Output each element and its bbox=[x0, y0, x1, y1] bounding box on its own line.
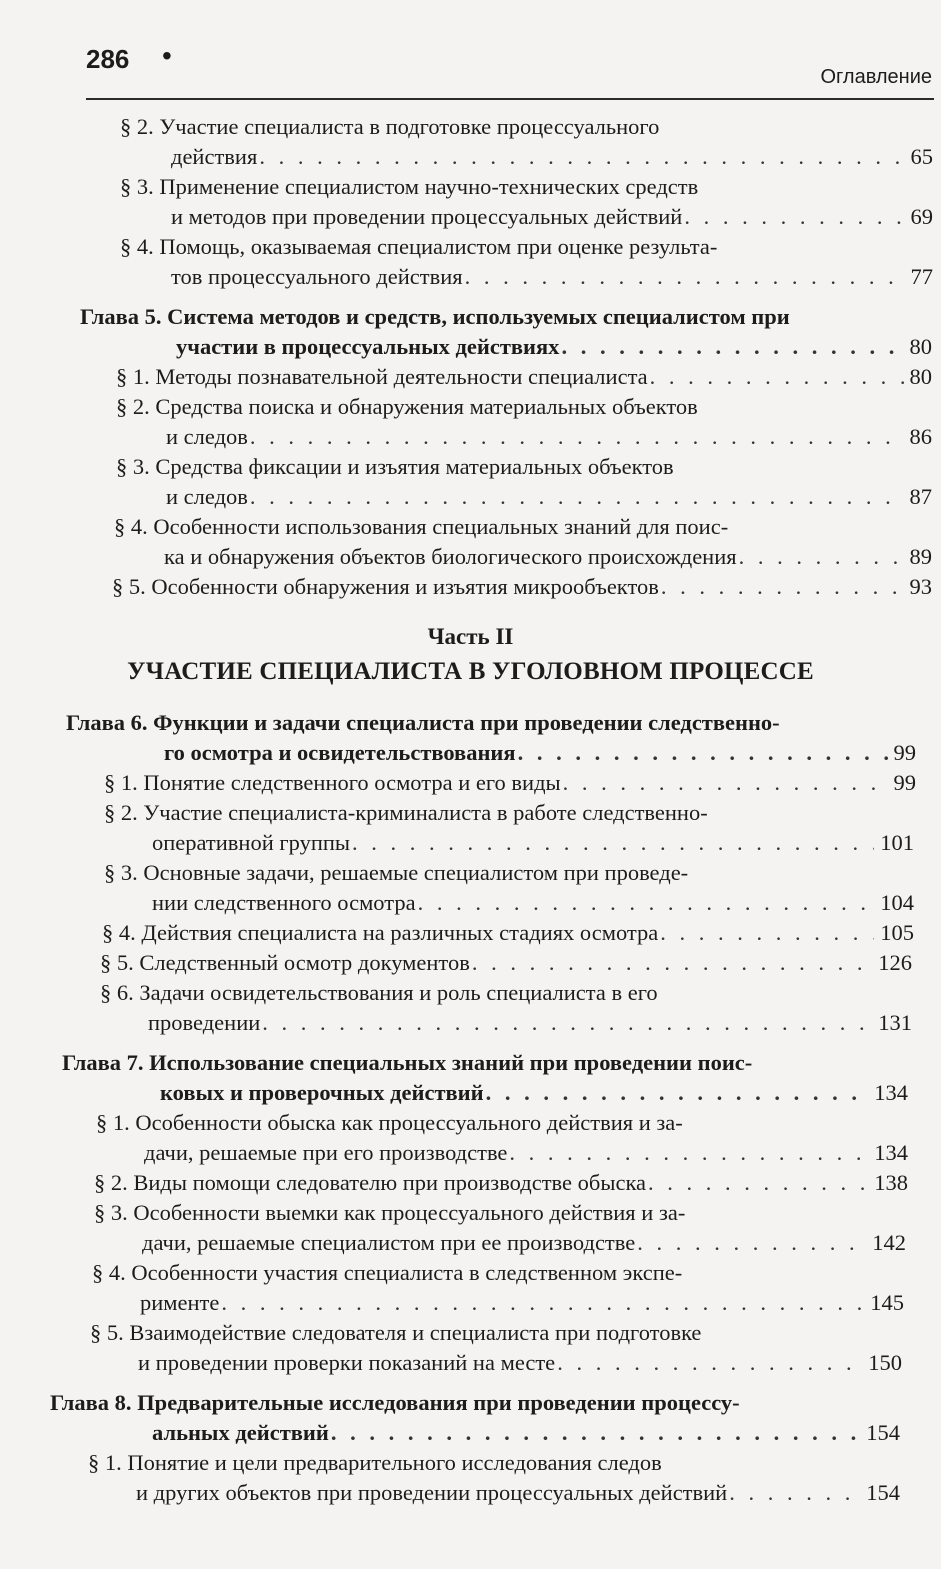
section-line bbox=[152, 828, 914, 858]
section-line bbox=[90, 1318, 890, 1348]
dot-leader bbox=[739, 542, 904, 572]
toc-page-number: 65 bbox=[910, 144, 933, 169]
running-head: Оглавление bbox=[820, 66, 932, 88]
toc-entry-text: Глава 7. Использование специальных знаний при проведении поис- bbox=[62, 1050, 753, 1075]
dot-leader bbox=[486, 1078, 869, 1108]
toc-entry-text: ка и обнаружения объектов биологического происхождения bbox=[164, 544, 737, 569]
section-line bbox=[171, 142, 933, 172]
section-line bbox=[104, 798, 904, 828]
toc-entry-text: альных действий bbox=[152, 1420, 329, 1445]
chapter-line bbox=[152, 1418, 900, 1448]
dot-leader bbox=[352, 828, 874, 858]
toc-page-number: 138 bbox=[874, 1170, 908, 1195]
chapter-line bbox=[160, 1078, 908, 1108]
section-line bbox=[104, 768, 916, 798]
toc-entry-text: и следов bbox=[166, 484, 248, 509]
toc-page-number: 77 bbox=[910, 264, 933, 289]
toc-entry-text: § 6. Задачи освидетельствования и роль специалиста в его bbox=[100, 980, 658, 1005]
toc-entry-text: участии в процессуальных действиях bbox=[176, 334, 560, 359]
section-line bbox=[140, 1288, 904, 1318]
section-line bbox=[164, 542, 932, 572]
toc-page-number: 86 bbox=[909, 424, 932, 449]
toc-entry-text: оперативной группы bbox=[152, 830, 351, 855]
toc-page-number: 99 bbox=[893, 770, 916, 795]
toc-entry-text: нии следственного осмотра bbox=[152, 890, 416, 915]
toc-entry-text: го осмотра и освидетельствования bbox=[164, 740, 516, 765]
section-line bbox=[116, 392, 916, 422]
chapter-line bbox=[66, 708, 866, 738]
toc-entry-text: § 2. Средства поиска и обнаружения материальных объектов bbox=[116, 394, 698, 419]
toc-entry-text: § 3. Средства фиксации и изъятия материальных объектов bbox=[116, 454, 674, 479]
part-label: Часть II bbox=[427, 624, 514, 649]
toc-entry-text: Глава 6. Функции и задачи специалиста при проведении следственно- bbox=[66, 710, 780, 735]
toc-entry-text: § 3. Особенности выемки как процессуального действия и за- bbox=[94, 1200, 686, 1225]
toc-entry-text: Глава 5. Система методов и средств, используемых специалистом при bbox=[80, 304, 790, 329]
dot-leader bbox=[557, 1348, 862, 1378]
chapter-line bbox=[62, 1048, 862, 1078]
section-line bbox=[102, 918, 914, 948]
toc-entry-text: § 1. Понятие следственного осмотра и его виды bbox=[104, 770, 561, 795]
toc-entry-text: § 1. Понятие и цели предварительного исследования следов bbox=[88, 1450, 662, 1475]
section-line bbox=[144, 1138, 908, 1168]
page-header bbox=[86, 38, 934, 100]
section-line bbox=[120, 112, 920, 142]
section-line bbox=[104, 858, 904, 888]
dot-leader bbox=[561, 332, 903, 362]
toc-entry-text: § 5. Особенности обнаружения и изъятия микрообъектов bbox=[112, 574, 659, 599]
section-line bbox=[100, 978, 900, 1008]
dot-leader bbox=[563, 768, 888, 798]
toc-entry-text: и следов bbox=[166, 424, 248, 449]
toc-entry-text: § 5. Взаимодействие следователя и специалиста при подготовке bbox=[90, 1320, 702, 1345]
section-line bbox=[136, 1478, 900, 1508]
toc-entry-text: § 2. Виды помощи следователю при производстве обыска bbox=[94, 1170, 647, 1195]
toc-page-number: 145 bbox=[870, 1290, 904, 1315]
chapter-line bbox=[50, 1388, 870, 1418]
toc-page-number: 154 bbox=[866, 1480, 900, 1505]
dot-leader bbox=[250, 422, 904, 452]
dot-leader bbox=[472, 948, 872, 978]
section-line bbox=[120, 232, 920, 262]
dot-leader bbox=[518, 738, 888, 768]
section-line bbox=[152, 888, 914, 918]
dot-leader bbox=[221, 1288, 864, 1318]
section-line bbox=[171, 262, 933, 292]
toc-page-number: 104 bbox=[880, 890, 914, 915]
dot-leader bbox=[729, 1478, 860, 1508]
dot-leader bbox=[259, 142, 904, 172]
section-line bbox=[120, 172, 920, 202]
toc-entry-text: § 4. Особенности участия специалиста в следственном экспе- bbox=[92, 1260, 683, 1285]
dot-leader bbox=[465, 262, 905, 292]
toc-entry-text: § 5. Следственный осмотр документов bbox=[100, 950, 470, 975]
toc-page-number: 80 bbox=[909, 334, 932, 359]
dot-leader bbox=[684, 202, 904, 232]
dot-leader bbox=[509, 1138, 868, 1168]
toc-entry-text: проведении bbox=[148, 1010, 261, 1035]
toc-entry-text: и методов при проведении процессуальных действий bbox=[171, 204, 683, 229]
dot-leader bbox=[331, 1418, 860, 1448]
section-line bbox=[148, 1008, 912, 1038]
toc-entry-text: тов процессуального действия bbox=[171, 264, 463, 289]
toc-entry-text: ковых и проверочных действий bbox=[160, 1080, 484, 1105]
section-line bbox=[112, 572, 932, 602]
dot-leader bbox=[262, 1008, 872, 1038]
toc-entry-text: Глава 8. Предварительные исследования при проведении процессу- bbox=[50, 1390, 740, 1415]
section-line bbox=[88, 1448, 888, 1478]
toc-page-number: 69 bbox=[910, 204, 933, 229]
toc-entry-text: § 1. Особенности обыска как процессуального действия и за- bbox=[96, 1110, 683, 1135]
chapter-line bbox=[164, 738, 916, 768]
section-line bbox=[116, 362, 932, 392]
toc-entry-text: § 4. Помощь, оказываемая специалистом при оценке результа- bbox=[120, 234, 718, 259]
toc-entry-text: рименте bbox=[140, 1290, 220, 1315]
toc-page-number: 99 bbox=[893, 740, 916, 765]
section-line bbox=[94, 1198, 894, 1228]
dot-leader bbox=[660, 918, 874, 948]
toc-entry-text: § 4. Особенности использования специальных знаний для поис- bbox=[114, 514, 729, 539]
section-line bbox=[166, 482, 932, 512]
chapter-line bbox=[176, 332, 932, 362]
toc-entry-text: и проведении проверки показаний на месте bbox=[138, 1350, 556, 1375]
toc-entry-text: § 2. Участие специалиста в подготовке процессуального bbox=[120, 114, 660, 139]
toc-entry-text: и других объектов при проведении процессуальных действий bbox=[136, 1480, 728, 1505]
section-line bbox=[171, 202, 933, 232]
toc-page-number: 126 bbox=[878, 950, 912, 975]
toc-page-number: 131 bbox=[878, 1010, 912, 1035]
section-line bbox=[138, 1348, 902, 1378]
section-line bbox=[96, 1108, 896, 1138]
dot-leader bbox=[661, 572, 904, 602]
toc-entry-text: § 3. Основные задачи, решаемые специалистом при проведе- bbox=[104, 860, 689, 885]
section-line bbox=[116, 452, 916, 482]
page-number: 286 bbox=[86, 44, 130, 74]
section-line bbox=[114, 512, 914, 542]
part-title: УЧАСТИЕ СПЕЦИАЛИСТА В УГОЛОВНОМ ПРОЦЕССЕ bbox=[127, 658, 814, 685]
toc-page-number: 101 bbox=[880, 830, 914, 855]
toc-entry-text: § 4. Действия специалиста на различных стадиях осмотра bbox=[102, 920, 659, 945]
dot-leader bbox=[650, 362, 904, 392]
chapter-line bbox=[80, 302, 920, 332]
toc-entry-text: § 3. Применение специалистом научно-технических средств bbox=[120, 174, 699, 199]
toc-entry-text: § 1. Методы познавательной деятельности специалиста bbox=[116, 364, 648, 389]
toc-entry-text: дачи, решаемые при его производстве bbox=[144, 1140, 508, 1165]
toc-page-number: 89 bbox=[909, 544, 932, 569]
toc-page-number: 150 bbox=[868, 1350, 902, 1375]
toc-page-number: 154 bbox=[866, 1420, 900, 1445]
section-line bbox=[94, 1168, 908, 1198]
section-line bbox=[92, 1258, 892, 1288]
dot-leader bbox=[250, 482, 904, 512]
toc-entry-text: § 2. Участие специалиста-криминалиста в работе следственно- bbox=[104, 800, 708, 825]
section-line bbox=[142, 1228, 906, 1258]
header-bullet: • bbox=[162, 40, 172, 71]
toc-entry-text: действия bbox=[171, 144, 258, 169]
toc-page-number: 93 bbox=[909, 574, 932, 599]
section-line bbox=[166, 422, 932, 452]
dot-leader bbox=[418, 888, 875, 918]
toc-entry-text: дачи, решаемые специалистом при ее производстве bbox=[142, 1230, 636, 1255]
toc-page-number: 134 bbox=[874, 1080, 908, 1105]
toc-page-number: 105 bbox=[880, 920, 914, 945]
toc-page-number: 142 bbox=[872, 1230, 906, 1255]
dot-leader bbox=[648, 1168, 868, 1198]
dot-leader bbox=[637, 1228, 866, 1258]
section-line bbox=[100, 948, 912, 978]
toc-page-number: 80 bbox=[909, 364, 932, 389]
toc-page-number: 134 bbox=[874, 1140, 908, 1165]
toc-page-number: 87 bbox=[909, 484, 932, 509]
